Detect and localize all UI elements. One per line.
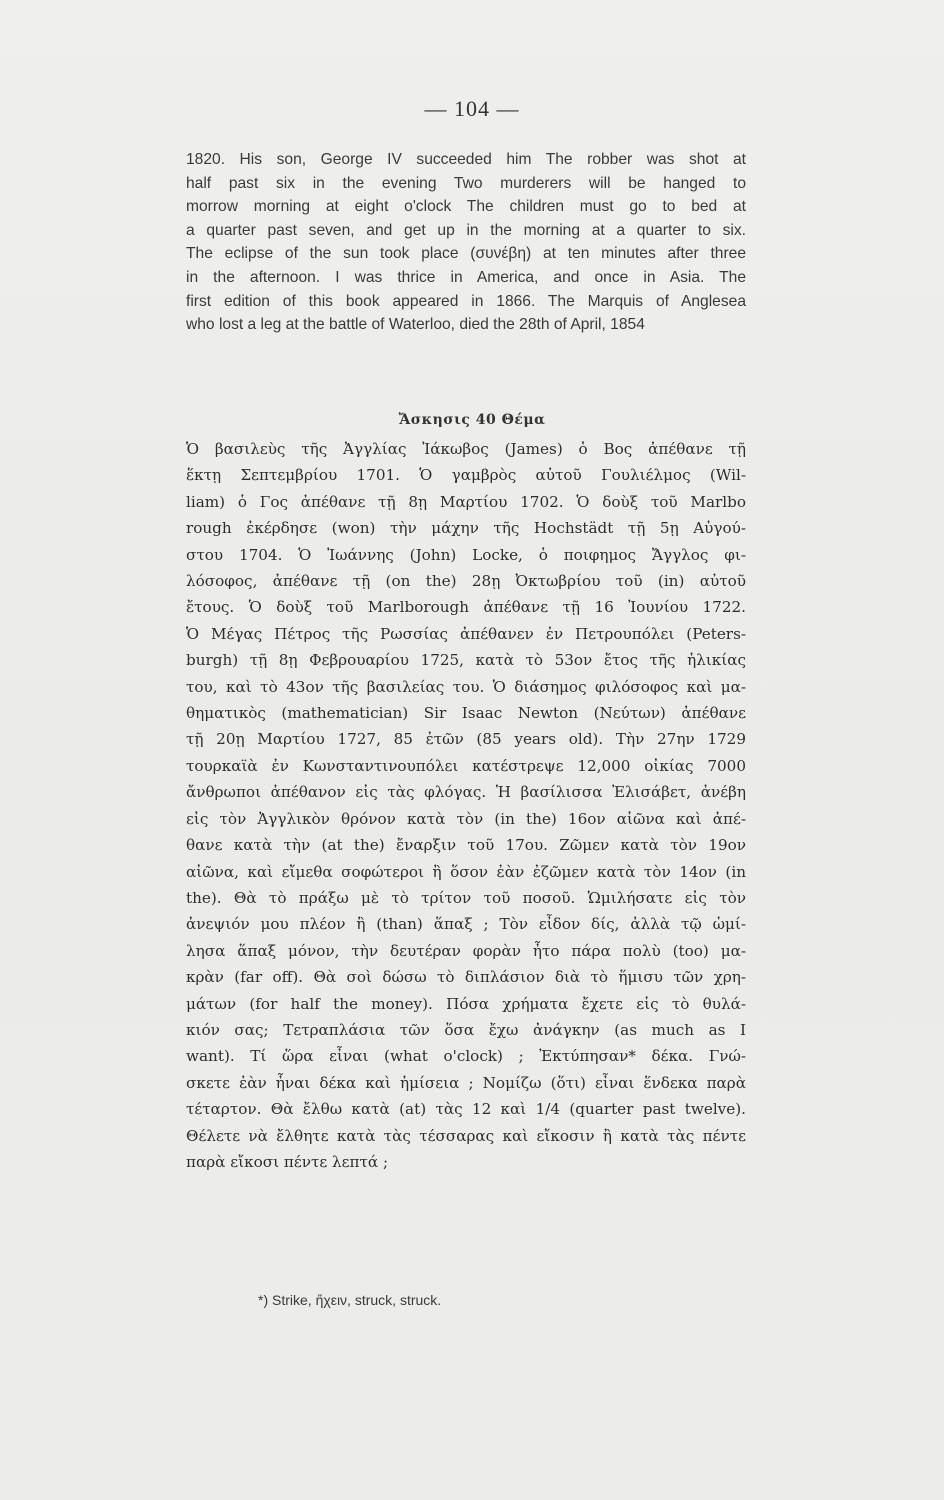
english-line: first edition of this book appeared in 1866. The Marquis of Anglesea [186,292,746,310]
exercise-heading: Ἄσκησις 40 Θέμα [398,412,546,428]
english-line: 1820. His son, George IV succeeded him The robber was shot at [186,151,746,168]
greek-line: want). Τί ὥρα εἶναι (what o'clock) ; Ἐκτύπησαν* δέκα. Γνώ- [186,1047,746,1066]
greek-line: τουρκαϊὰ ἐν Κωνσταντινουπόλει κατέστρεψε 12,000 οἰκίας 7000 [186,756,746,775]
greek-line: κιόν σας; Τετραπλάσια τῶν ὅσα ἔχω ἀνάγκην (as much as I [186,1020,746,1039]
greek-line: ἔτους. Ὁ δοὺξ τοῦ Marlborough ἀπέθανε τῇ 16 Ἰουνίου 1722. [186,598,746,617]
english-line: half past six in the evening Two murderers will be hanged to [186,174,746,192]
greek-line: κρὰν (far off). Θὰ σοὶ δώσω τὸ διπλάσιον διὰ τὸ ἥμισυ τῶν χρη- [186,968,746,987]
greek-line: θηματικὸς (mathematician) Sir Isaac Newton (Νεύτων) ἀπέθανε [186,704,746,723]
greek-line: Θέλετε νὰ ἔλθητε κατὰ τὰς τέσσαρας καὶ εἴκοσιν ἢ κατὰ τὰς πέντε [186,1126,746,1145]
greek-line: rough ἐκέρδησε (won) τὴν μάχην τῆς Hochstädt τῇ 5ῃ Αὐγού- [186,519,746,538]
greek-line: Ὁ βασιλεὺς τῆς Ἀγγλίας Ἰάκωβος (James) ὁ Βος ἀπέθανε τῇ [186,440,746,458]
english-line: The eclipse of the sun took place (συνέβη) at ten minutes after three [186,245,746,263]
greek-line: the). Θὰ τὸ πράξω μὲ τὸ τρίτον τοῦ ποσοῦ. Ὡμιλήσατε εἰς τὸν [186,888,746,907]
greek-line: λησα ἅπαξ μόνον, τὴν δευτέραν φορὰν ἦτο πάρα πολὺ (too) μα- [186,941,746,960]
greek-line: ἕκτῃ Σεπτεμβρίου 1701. Ὁ γαμβρὸς αὐτοῦ Γουλιέλμος (Wil- [186,466,746,485]
english-line: a quarter past seven, and get up in the morning at a quarter to six. [186,221,746,239]
greek-line: αἰῶνα, καὶ εἴμεθα σοφώτεροι ἢ ὅσον ἐὰν ἐζῶμεν κατὰ τὸν 14ον (in [186,862,746,881]
greek-exercise-text [186,436,746,1175]
greek-line: ἄνθρωποι ἀπέθανον εἰς τὰς φλόγας. Ἡ βασίλισσα Ἐλισάβετ, ἀνέβη [186,783,746,802]
greek-line: liam) ὁ Γος ἀπέθανε τῇ 8ῃ Μαρτίου 1702. Ὁ δοὺξ τοῦ Marlbo [186,492,746,511]
greek-line: τέταρτον. Θὰ ἔλθω κατὰ (at) τὰς 12 καὶ 1/4 (quarter past twelve). [186,1100,746,1119]
greek-line: θανε κατὰ τὴν (at the) ἔναρξιν τοῦ 17ου. Ζῶμεν κατὰ τὸν 19ον [186,836,746,855]
greek-line: του, καὶ τὸ 43ον τῆς βασιλείας του. Ὁ διάσημος φιλόσοφος καὶ μα- [186,677,746,696]
greek-line: στου 1704. Ὁ Ἰωάννης (John) Locke, ὁ ποιφημος Ἄγγλος φι- [186,545,746,564]
greek-line: τῇ 20ῃ Μαρτίου 1727, 85 ἐτῶν (85 years old). Τὴν 27ην 1729 [186,730,746,749]
greek-line: μάτων (for half the money). Πόσα χρήματα ἔχετε εἰς τὸ θυλά- [186,994,746,1013]
english-exercise-text [186,148,746,337]
greek-line: λόσοφος, ἀπέθανε τῇ (on the) 28ῃ Ὀκτωβρίου τοῦ (in) αὐτοῦ [186,572,746,591]
greek-line: ἀνεψιόν μου πλέον ἢ (than) ἅπαξ ; Τὸν εἶδον δίς, ἀλλὰ τῷ ὡμί- [186,915,746,934]
greek-line: σκετε ἐὰν ἦναι δέκα καὶ ἡμίσεια ; Νομίζω (ὅτι) εἶναι ἕνδεκα παρὰ [186,1073,746,1092]
page-number: — 104 — [424,96,520,121]
greek-line: Ὁ Μέγας Πέτρος τῆς Ρωσσίας ἀπέθανεν ἐν Πετρουπόλει (Peters- [186,624,746,643]
greek-line: παρὰ εἴκοσι πέντε λεπτά ; [186,1152,389,1171]
footnote: *) Strike, ἤχειν, struck, struck. [258,1292,442,1308]
english-line: morrow morning at eight o'clock The children must go to bed at [186,198,746,216]
greek-line: burgh) τῇ 8ῃ Φεβρουαρίου 1725, κατὰ τὸ 53ον ἔτος τῆς ἡλικίας [186,651,746,670]
english-line: in the afternoon. I was thrice in America, and once in Asia. The [186,268,746,286]
greek-line: εἰς τὸν Ἀγγλικὸν θρόνον κατὰ τὸν (in the) 16ον αἰῶνα καὶ ἀπέ- [186,809,746,828]
english-line: who lost a leg at the battle of Waterloo, died the 28th of April, 1854 [186,316,645,334]
